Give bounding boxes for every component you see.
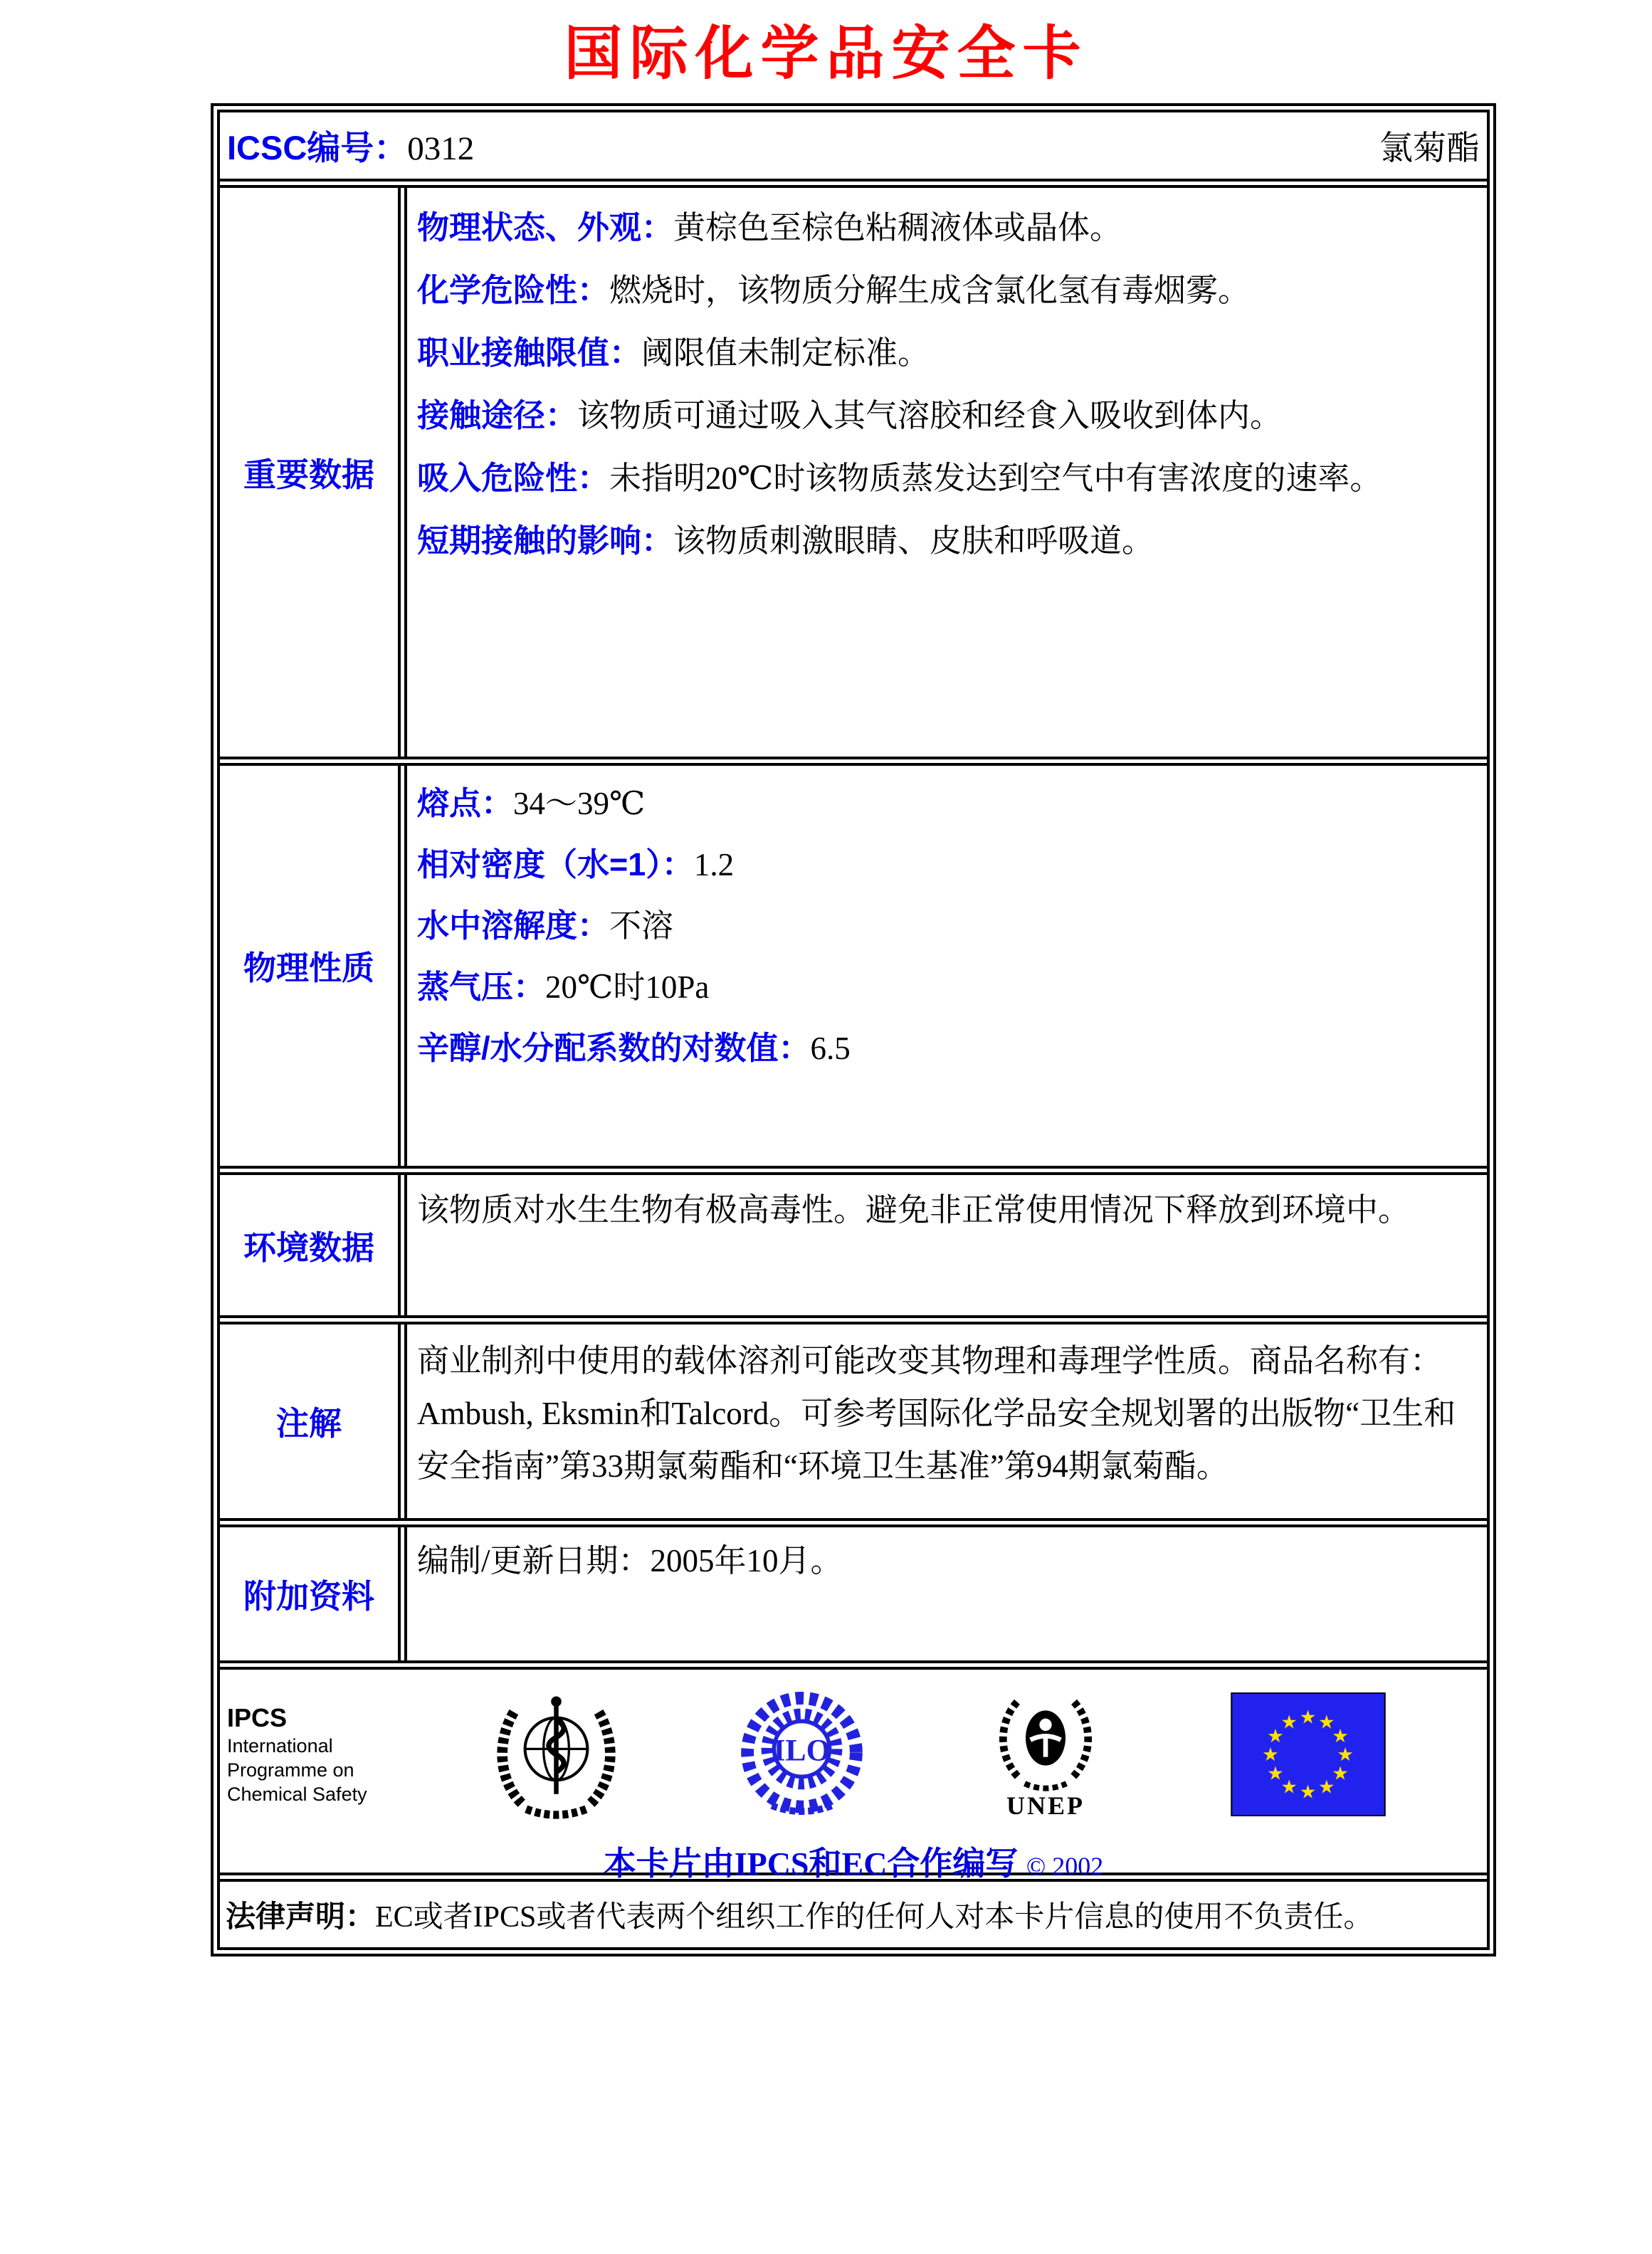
icsc-number-label: ICSC编号： [227,129,408,167]
svg-text:★: ★ [1318,1712,1335,1734]
svg-text:ILO: ILO [773,1733,831,1768]
legal-text: EC或者IPCS或者代表两个组织工作的任何人对本卡片信息的使用不负责任。 [375,1901,1374,1934]
eu-flag-icon [1231,1692,1386,1816]
data-line: 蒸气压：20℃时10Pa [417,969,710,1005]
who-logo-icon [487,1685,626,1824]
header-row [220,112,1487,188]
section-content-important-data [407,188,1487,757]
legal-label: 法律声明： [226,1900,376,1933]
page-title: 国际化学品安全卡 [564,21,1088,86]
ipcs-text-block: IPCS International Programme on Chemical Safety [227,1702,419,1806]
data-line: 接触途径：该物质可通过吸入其气溶胶和经食入吸收到体内。 [417,397,1283,433]
section-label-important-data: 重要数据 [220,188,407,757]
data-line: 熔点：34～39℃ [417,785,646,821]
svg-text:★: ★ [1299,1781,1317,1803]
section-environmental-data [220,1175,1487,1325]
section-notes [220,1325,1487,1527]
data-line: 该物质对水生生物有极高毒性。避免非正常使用情况下释放到环境中。 [417,1192,1411,1228]
unep-label: UNEP [1006,1791,1085,1820]
section-content-physical-properties [407,766,1487,1166]
svg-text:★: ★ [1318,1776,1335,1799]
svg-text:★: ★ [1332,1725,1349,1747]
data-line: 化学危险性：燃烧时，该物质分解生成含氯化氢有毒烟雾。 [417,272,1251,308]
legal-statement-row [220,1882,1487,1947]
section-label-additional-info: 附加资料 [220,1527,407,1660]
svg-text:★: ★ [1267,1763,1284,1785]
footer-row [220,1670,1487,1882]
icsc-number-value: 0312 [407,130,475,167]
ipcs-acronym: IPCS [227,1703,288,1732]
section-physical-properties [220,766,1487,1175]
section-content-additional-info [407,1527,1487,1660]
svg-text:★: ★ [1299,1707,1317,1729]
section-additional-info [220,1527,1487,1670]
svg-text:★: ★ [1332,1763,1349,1785]
svg-text:★: ★ [1280,1712,1298,1734]
data-line: 吸入危险性：未指明20℃时该物质蒸发达到空气中有害浓度的速率。 [417,460,1382,496]
data-line: 职业接触限值：阈限值未制定标准。 [417,335,930,371]
unep-logo-icon [989,1690,1103,1797]
footer-caption: 本卡片由IPCS和EC合作编写 © 2002 [603,1845,1104,1882]
svg-text:★: ★ [1337,1744,1354,1766]
page [0,7,1652,1957]
section-label-physical-properties: 物理性质 [220,766,407,1166]
svg-text:★: ★ [1267,1725,1284,1747]
ilo-logo-icon [732,1685,871,1824]
section-content-environmental-data [407,1175,1487,1315]
unep-logo-block [989,1690,1103,1818]
section-content-notes [407,1325,1487,1518]
svg-text:★: ★ [1280,1776,1298,1799]
copyright: © 2002 [1026,1852,1104,1880]
section-important-data [220,188,1487,766]
section-label-environmental-data: 环境数据 [220,1175,407,1315]
icsc-card [211,103,1496,1957]
data-line: 水中溶解度：不溶 [417,907,674,944]
data-line: 商业制剂中使用的载体溶剂可能改变其物理和毒理学性质。商品名称有：Ambush, Eksmin和Talcord。可参考国际化学品安全规划署的出版物“卫生和安全指南”第33期氯菊酯和“环境卫生基准”第94期氯菊酯。 [417,1343,1456,1484]
section-label-notes: 注解 [220,1325,407,1518]
icsc-number-field [227,122,474,169]
data-line: 相对密度（水=1）：1.2 [417,846,735,883]
chemical-name: 氯菊酯 [1379,130,1480,167]
data-line: 编制/更新日期：2005年10月。 [417,1543,843,1579]
data-line: 短期接触的影响：该物质刺激眼睛、皮肤和呼吸道。 [417,522,1154,559]
organization-logos [227,1677,1480,1832]
svg-text:★: ★ [1262,1744,1279,1766]
data-line: 辛醇/水分配系数的对数值：6.5 [417,1030,851,1066]
data-line: 物理状态、外观：黄棕色至棕色粘稠液体或晶体。 [417,209,1122,246]
